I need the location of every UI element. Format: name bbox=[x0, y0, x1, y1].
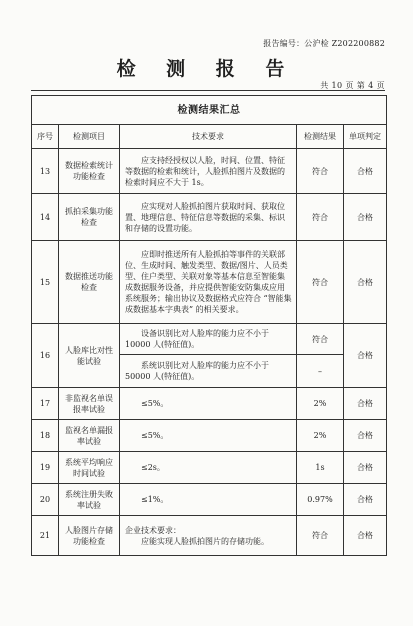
row-result: 2% bbox=[297, 388, 344, 420]
row-item: 系统注册失败率试验 bbox=[59, 484, 120, 516]
row-no: 17 bbox=[32, 388, 59, 420]
row-verdict: 合格 bbox=[344, 388, 387, 420]
row-result-system: – bbox=[297, 355, 344, 388]
col-header-no: 序号 bbox=[32, 125, 59, 149]
row-item: 抓拍采集功能检查 bbox=[59, 194, 120, 241]
row-result: 0.97% bbox=[297, 484, 344, 516]
row-item: 人脸图片存储功能检查 bbox=[59, 516, 120, 556]
row-item: 人脸库比对性能试验 bbox=[59, 324, 120, 388]
row-no: 13 bbox=[32, 149, 59, 194]
summary-title: 检测结果汇总 bbox=[32, 96, 387, 125]
row-item: 数据推送功能检查 bbox=[59, 241, 120, 324]
row-no: 16 bbox=[32, 324, 59, 388]
row-no: 19 bbox=[32, 452, 59, 484]
table-row bbox=[32, 194, 387, 241]
row-verdict: 合格 bbox=[344, 194, 387, 241]
page-info: 共 10 页 第 4 页 bbox=[320, 81, 385, 90]
row-requirement-system: 系统识别比对人脸库的能力应不小于 50000 人(特征值)。 bbox=[120, 355, 297, 388]
row-no: 18 bbox=[32, 420, 59, 452]
row-requirement-device: 设备识别比对人脸库的能力应不小于 10000 人(特征值)。 bbox=[120, 324, 297, 355]
col-header-result: 检测结果 bbox=[297, 125, 344, 149]
table-header-row bbox=[32, 125, 387, 149]
col-header-item: 检测项目 bbox=[59, 125, 120, 149]
table-row bbox=[32, 241, 387, 324]
row-no: 14 bbox=[32, 194, 59, 241]
report-title: 检 测 报 告 bbox=[116, 58, 297, 80]
table-row bbox=[32, 324, 387, 355]
col-header-requirement: 技术要求 bbox=[120, 125, 297, 149]
row-verdict: 合格 bbox=[344, 516, 387, 556]
header-rule bbox=[31, 90, 385, 91]
row-item: 监视名单漏报率试验 bbox=[59, 420, 120, 452]
table-row bbox=[32, 420, 387, 452]
table-row bbox=[32, 516, 387, 556]
row-requirement: 应支持经授权以人脸，时间、位置、特征等数据的检索和统计，人脸抓拍图片及数据的检索时间应不大于 1s。 bbox=[120, 149, 297, 194]
row-requirement: ≤2s。 bbox=[120, 452, 297, 484]
row-result: 1s bbox=[297, 452, 344, 484]
row-no: 21 bbox=[32, 516, 59, 556]
row-requirement bbox=[120, 516, 297, 556]
row-result: 2% bbox=[297, 420, 344, 452]
results-summary-table bbox=[31, 95, 387, 556]
row-verdict: 合格 bbox=[344, 149, 387, 194]
table-row bbox=[32, 484, 387, 516]
table-row bbox=[32, 149, 387, 194]
requirement-line: 企业技术要求： bbox=[125, 525, 181, 535]
row-item: 系统平均响应时间试验 bbox=[59, 452, 120, 484]
table-row bbox=[32, 452, 387, 484]
row-requirement: 应实现对人脸抓拍图片获取时间、获取位置、地理信息、特征信息等数据的采集、标识和存储的设置功能。 bbox=[120, 194, 297, 241]
row-result: 符合 bbox=[297, 149, 344, 194]
row-result: 符合 bbox=[297, 516, 344, 556]
row-verdict: 合格 bbox=[344, 452, 387, 484]
table-row bbox=[32, 388, 387, 420]
requirement-line: 应能实现人脸抓拍图片的存储功能。 bbox=[141, 536, 269, 546]
row-verdict: 合格 bbox=[344, 241, 387, 324]
row-requirement: ≤5%。 bbox=[120, 420, 297, 452]
report-number: 报告编号：公沪检 Z202200882 bbox=[263, 39, 385, 48]
row-no: 20 bbox=[32, 484, 59, 516]
row-item: 数据检索统计功能检查 bbox=[59, 149, 120, 194]
col-header-verdict: 单项判定 bbox=[344, 125, 387, 149]
row-result: 符合 bbox=[297, 194, 344, 241]
row-item: 非监视名单误报率试验 bbox=[59, 388, 120, 420]
row-result-device: 符合 bbox=[297, 324, 344, 355]
row-no: 15 bbox=[32, 241, 59, 324]
row-verdict: 合格 bbox=[344, 324, 387, 388]
row-requirement: 应即时推送所有人脸抓拍等事件的关联部位、生成时间、触发类型、数据/图片、人员类型、住户类型、关联对象等基本信息至智能集成数据服务设备，并应提供智能安防集成应用系统服务；输出协议及数据格式应符合 “智能集成数据基本字典表” 的相关要求。 bbox=[120, 241, 297, 324]
row-verdict: 合格 bbox=[344, 484, 387, 516]
row-requirement: ≤1%。 bbox=[120, 484, 297, 516]
row-result: 符合 bbox=[297, 241, 344, 324]
row-requirement: ≤5%。 bbox=[120, 388, 297, 420]
row-verdict: 合格 bbox=[344, 420, 387, 452]
